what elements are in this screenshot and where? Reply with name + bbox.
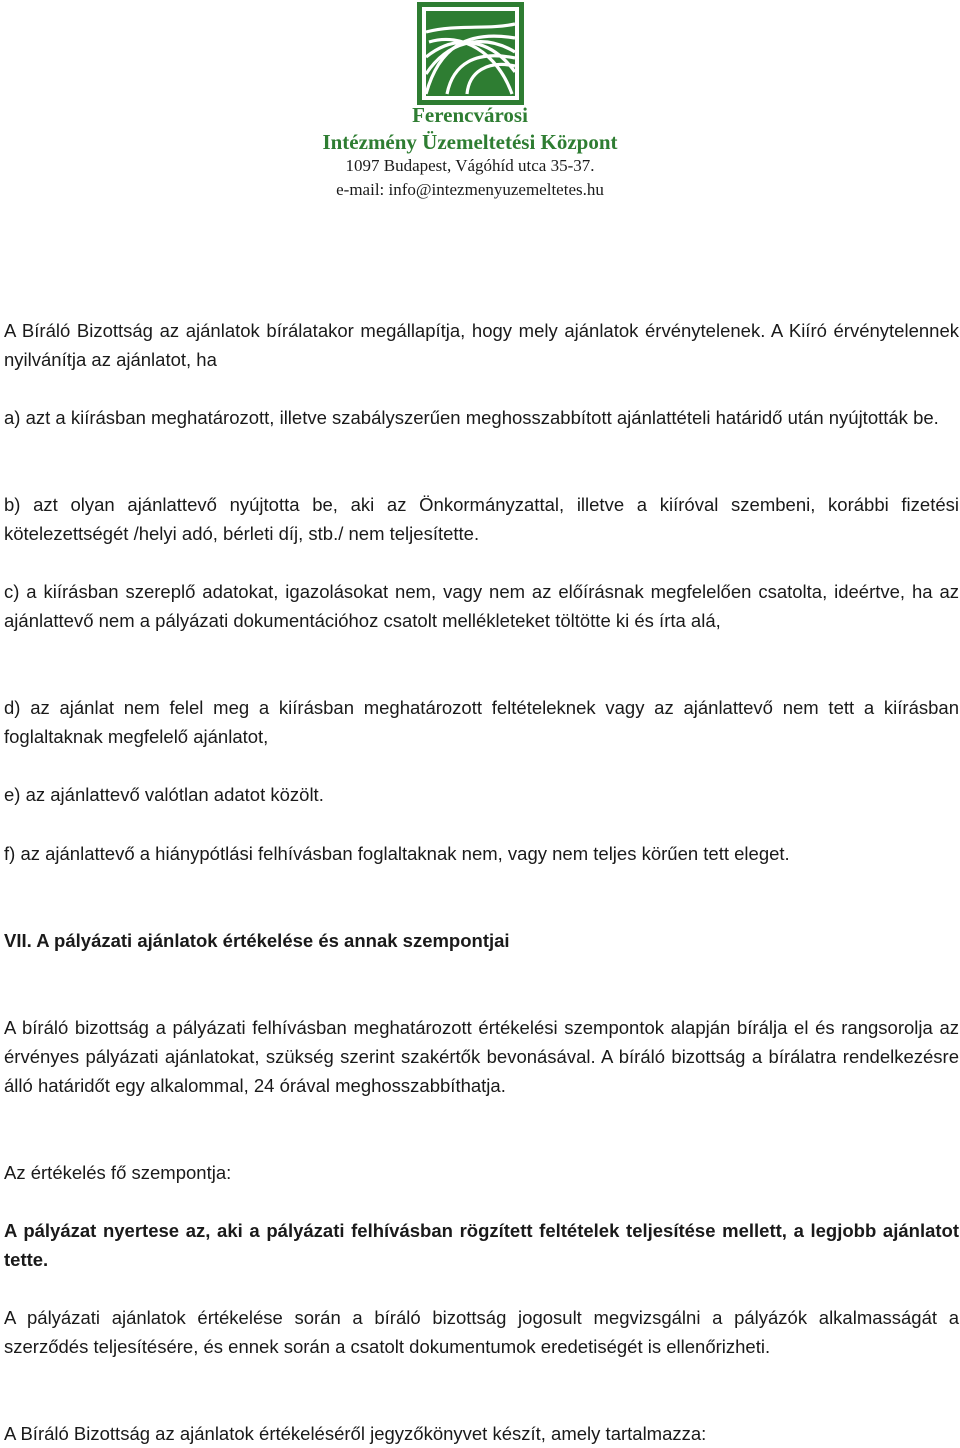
arched-gate-logo-icon — [417, 2, 524, 105]
org-name-line-2: Intézmény Üzemeltetési Központ — [322, 130, 618, 154]
list-item-e: e) az ajánlattevő valótlan adatot közölt. — [4, 784, 324, 805]
list-item-a: a) azt a kiírásban meghatározott, illetve szabályszerűen meghosszabbított ajánlattételi határidő után nyújtották be. — [4, 407, 939, 428]
section-title: A pályázati ajánlatok értékelése és annak szempontjai — [36, 930, 510, 951]
intro-paragraph: A Bíráló Bizottság az ajánlatok bírálatakor megállapítja, hogy mely ajánlatok érvénytelenek. A Kiíró érvénytelennek nyilvánítja az ajánlatot, ha — [4, 320, 959, 370]
evaluation-paragraph: A bíráló bizottság a pályázati felhívásban meghatározott értékelési szempontok alapján bírálja el és rangsorolja az érvényes pályázati ajánlatokat, szükség szerint szakértők bevonásával. A bíráló bizottság a bírálatra rendelkezésre álló határidőt egy alkalommal, 24 órával meghosszabbíthatja. — [4, 1017, 959, 1096]
minutes-paragraph: A Bíráló Bizottság az ajánlatok értékeléséről jegyzőkönyvet készít, amely tartalmazza: — [4, 1423, 707, 1444]
org-address: 1097 Budapest, Vágóhíd utca 35-37. — [345, 156, 595, 175]
section-heading — [4, 926, 959, 955]
criteria-label: Az értékelés fő szempontja: — [4, 1162, 232, 1183]
list-item-f: f) az ajánlattevő a hiánypótlási felhívásban foglaltaknak nem, vagy nem teljes körűen tett eleget. — [4, 843, 790, 864]
suitability-paragraph: A pályázati ajánlatok értékelése során a bíráló bizottság jogosult megvizsgálni a pályázók alkalmasságát a szerződés teljesítésére, és ennek során a csatolt dokumentumok eredetiségét is ellenőrizheti. — [4, 1307, 959, 1357]
criteria-statement: A pályázat nyertese az, aki a pályázati felhívásban rögzített feltételek teljesítése mellett, a legjobb ajánlatot tette. — [4, 1220, 959, 1270]
list-item-b: b) azt olyan ajánlattevő nyújtotta be, aki az Önkormányzattal, illetve a kiíróval szembeni, korábbi fizetési kötelezettségét /helyi adó, bérleti díj, stb./ nem teljesítette. — [4, 494, 959, 544]
org-email: e-mail: info@intezmenyuzemeltetes.hu — [336, 180, 604, 199]
section-number: VII. — [4, 930, 32, 951]
list-item-c: c) a kiírásban szereplő adatokat, igazolásokat nem, vagy nem az előírásnak megfelelően csatolta, ideértve, ha az ajánlattevő nem a pályázati dokumentációhoz csatolt mellékleteket töltötte ki és írta alá, — [4, 581, 959, 631]
list-item-d: d) az ajánlat nem felel meg a kiírásban meghatározott feltételeknek vagy az ajánlattevő nem tett a kiírásban foglaltaknak megfelelő ajánlatot, — [4, 697, 959, 747]
org-name-line-1: Ferencvárosi — [412, 103, 528, 127]
